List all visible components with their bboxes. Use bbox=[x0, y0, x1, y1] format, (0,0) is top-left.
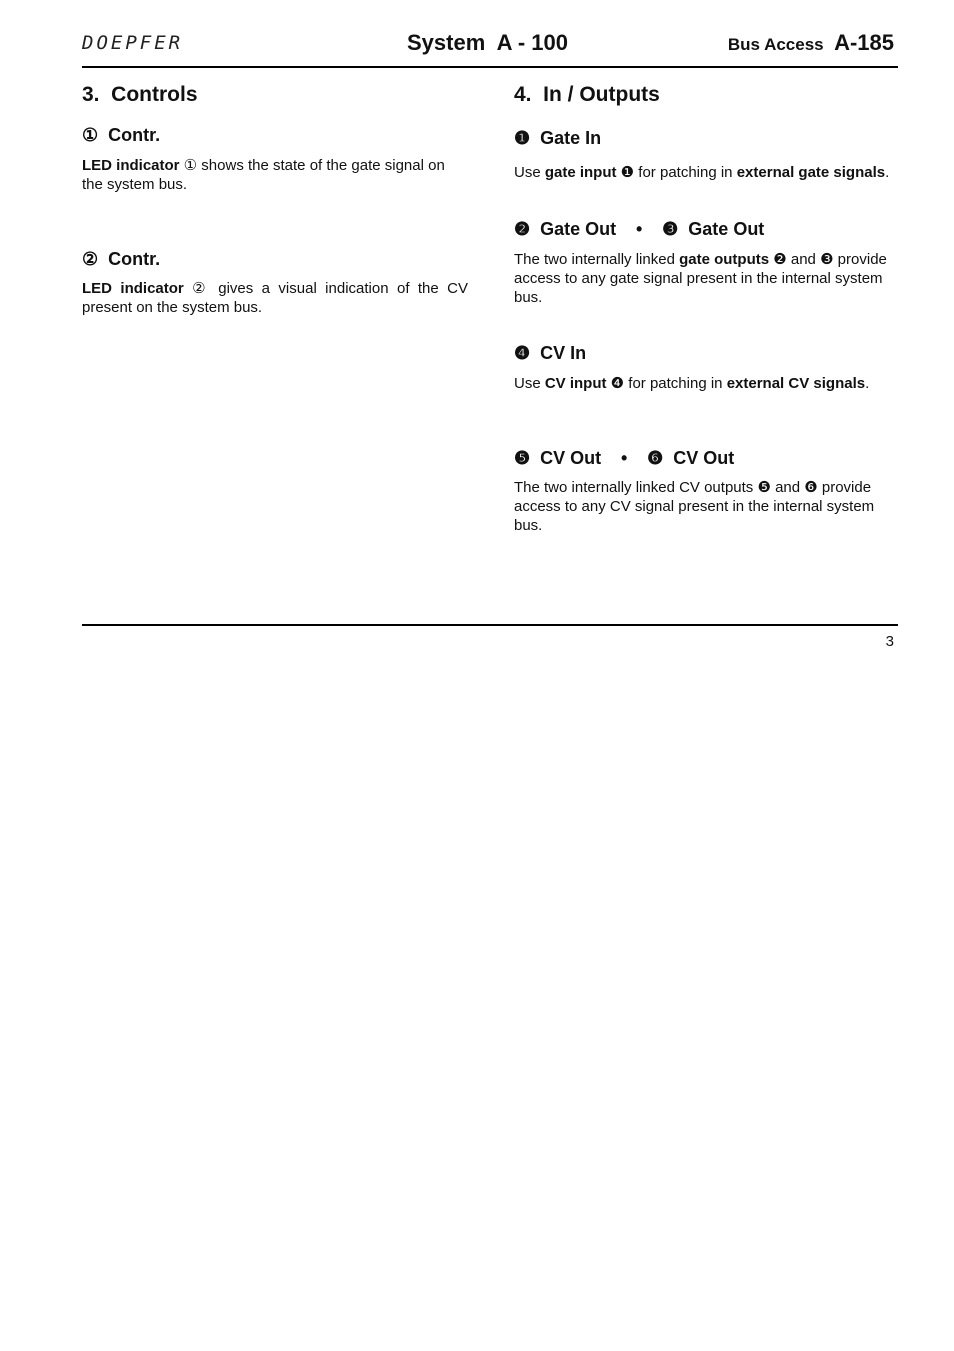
control-1-description bbox=[82, 156, 468, 194]
cv-in-text-3: . bbox=[865, 375, 870, 392]
cv-out-title-b: ❻ CV Out bbox=[647, 448, 735, 468]
page-header bbox=[82, 28, 898, 68]
cv-out-separator: • bbox=[620, 448, 628, 468]
gate-out-title-b: ❸ Gate Out bbox=[662, 219, 765, 239]
control-2-title: ② Contr. bbox=[82, 249, 161, 269]
control-1-text: ① shows the state of the gate signal on the system bus. bbox=[82, 157, 445, 193]
gate-out-title bbox=[514, 219, 764, 240]
gate-out-text-1: The two internally linked bbox=[514, 251, 680, 268]
gate-out-text-2: ❷ and ❸ provide access to any gate signal present in the internal system bus. bbox=[514, 251, 887, 306]
module-subtitle: Bus Access bbox=[727, 35, 824, 54]
cv-in-bold-2: external CV signals bbox=[726, 375, 866, 392]
page-number: 3 bbox=[885, 633, 894, 650]
gate-in-text-3: . bbox=[885, 164, 890, 181]
cv-in-text-2: ❹ for patching in bbox=[606, 375, 727, 392]
gate-out-separator: • bbox=[636, 219, 643, 239]
control-2-description bbox=[82, 279, 468, 317]
gate-in-description bbox=[514, 163, 900, 182]
cv-in-description bbox=[514, 374, 900, 393]
gate-in-text-1: Use bbox=[514, 164, 545, 181]
io-heading: 4. In / Outputs bbox=[514, 83, 660, 106]
gate-in-bold-2: external gate signals bbox=[736, 164, 886, 181]
gate-in-bold-1: gate input bbox=[544, 164, 617, 181]
cv-out-title bbox=[514, 448, 734, 469]
gate-out-bold-1: gate outputs bbox=[679, 251, 770, 268]
control-1-bold: LED indicator bbox=[82, 157, 180, 174]
control-2-bold: LED indicator bbox=[82, 280, 184, 297]
control-2-text: ② gives a visual indication of the CV present on the system bus. bbox=[82, 280, 468, 316]
gate-in-title: ❶ Gate In bbox=[514, 128, 602, 148]
cv-in-text-1: Use bbox=[514, 375, 545, 392]
cv-in-title: ❹ CV In bbox=[514, 343, 587, 363]
system-title: System A - 100 bbox=[407, 30, 569, 55]
control-1-title: ① Contr. bbox=[82, 125, 161, 145]
brand-logo: DOEPFER bbox=[82, 32, 184, 54]
controls-heading: 3. Controls bbox=[82, 83, 198, 106]
cv-out-title-a: ❺ CV Out bbox=[514, 448, 602, 468]
module-info bbox=[728, 30, 894, 56]
gate-out-title-a: ❷ Gate Out bbox=[514, 219, 617, 239]
cv-in-bold-1: CV input bbox=[544, 375, 607, 392]
footer-divider bbox=[82, 624, 898, 626]
module-code: A-185 bbox=[834, 30, 894, 55]
cv-out-description: The two internally linked CV outputs ❺ and ❻ provide access to any CV signal present in the internal system bus. bbox=[514, 479, 875, 534]
gate-in-text-2: ❶ for patching in bbox=[616, 164, 737, 181]
gate-out-description bbox=[514, 250, 900, 307]
